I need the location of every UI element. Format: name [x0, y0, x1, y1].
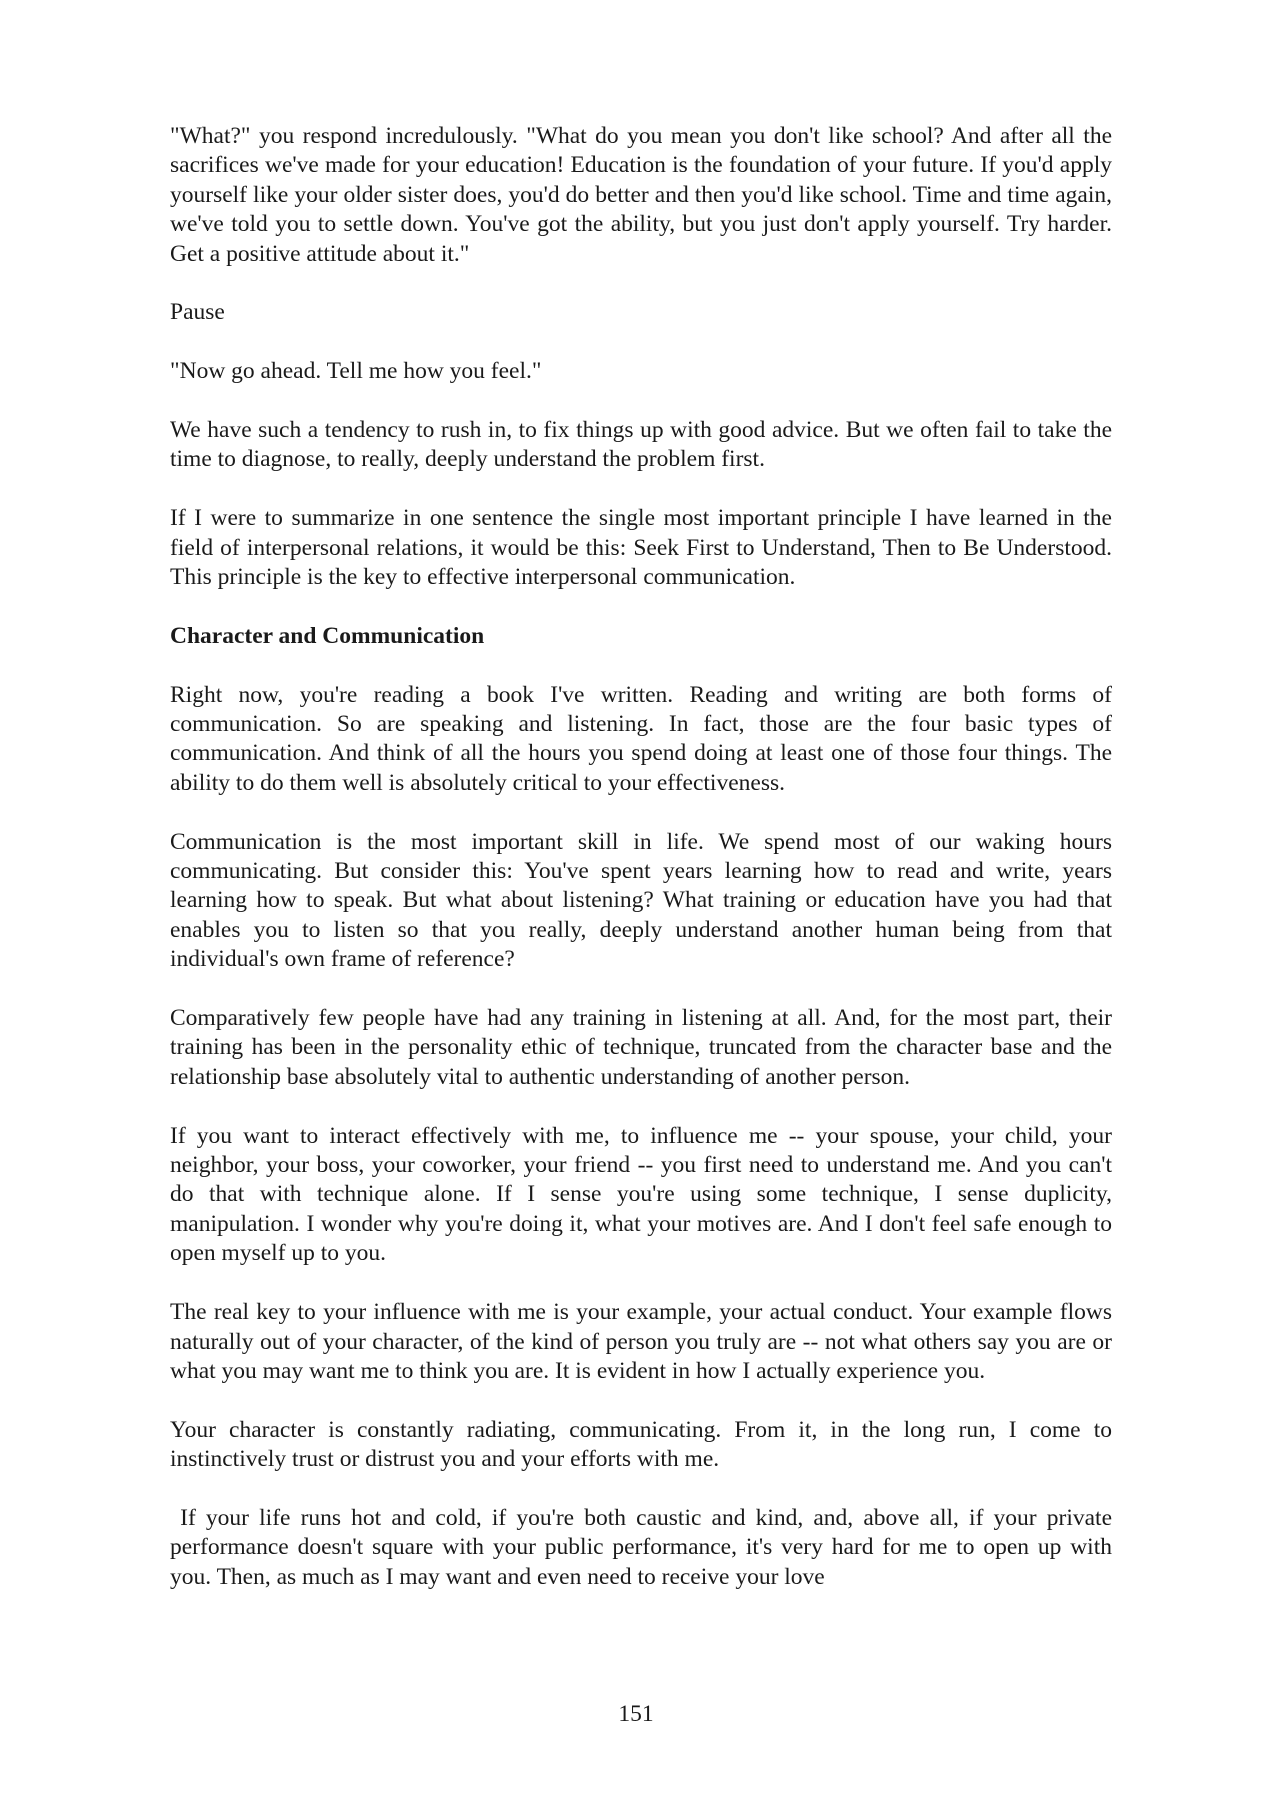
paragraph-forms-of-communication: Right now, you're reading a book I've written. Reading and writing are both forms of communication. So are speaking and listening. In fact, those are the four basic types of communication. And think of all the hours you spend doing at least one of those four things. The ability to do them well is absolutely critical to your effectiveness. — [170, 681, 1112, 796]
paragraph-principle: If I were to summarize in one sentence the single most important principle I have learned in the field of interpersonal relations, it would be this: Seek First to Understand, Then to Be Understood. This principle is the key to effective interpersonal communication. — [170, 505, 1112, 591]
paragraph-important-skill: Communication is the most important skill in life. We spend most of our waking hours communicating. But consider this: You've spent years learning how to read and write, years learning how to speak. But what about listening? What training or education have you had that enables you to listen so that you really, deeply understand another human being from that individual's own frame of reference? — [170, 828, 1112, 973]
paragraph-influence: If you want to interact effectively with me, to influence me -- your spouse, your child, your neighbor, your boss, your coworker, your friend -- you first need to understand me. And you can't do that with technique alone. If I sense you're using some technique, I sense duplicity, manipulation. I wonder why you're doing it, what your motives are. And I don't feel safe enough to open myself up to you. — [170, 1122, 1112, 1267]
page-number: 151 — [618, 1701, 654, 1727]
section-heading: Character and Communication — [170, 622, 485, 649]
paragraph-tendency: We have such a tendency to rush in, to fix things up with good advice. But we often fail to take the time to diagnose, to really, deeply understand the problem first. — [170, 417, 1112, 473]
paragraph-tell-me: "Now go ahead. Tell me how you feel." — [170, 358, 542, 385]
page-body — [170, 122, 1118, 1622]
paragraph-character: Your character is constantly radiating, communicating. From it, in the long run, I come to instinctively trust or distrust you and your efforts with me. — [170, 1416, 1112, 1473]
paragraph-example: The real key to your influence with me is your example, your actual conduct. Your example flows naturally out of your character, of the kind of person you truly are -- not what others say you are or what you may want me to think you are. It is evident in how I actually experience you. — [170, 1299, 1112, 1384]
paragraph-training: Comparatively few people have had any training in listening at all. And, for the most part, their training has been in the personality ethic of technique, truncated from the character base and the relationship base absolutely vital to authentic understanding of another person. — [170, 1005, 1112, 1090]
paragraph-pause: Pause — [170, 299, 225, 326]
paragraph-hot-and-cold: If your life runs hot and cold, if you're both caustic and kind, and, above all, if your private performance doesn't square with your public performance, it's very hard for me to open up with you. Then, as much as I may want and even need to receive your love — [170, 1504, 1118, 1590]
paragraph-response: "What?" you respond incredulously. "What do you mean you don't like school? And after all the sacrifices we've made for your education! Education is the foundation of your future. If you'd apply yourself like your older sister does, you'd do better and then you'd like school. Time and time again, we've told you to settle down. You've got the ability, but you just don't apply yourself. Try harder. Get a positive attitude about it." — [170, 123, 1112, 267]
